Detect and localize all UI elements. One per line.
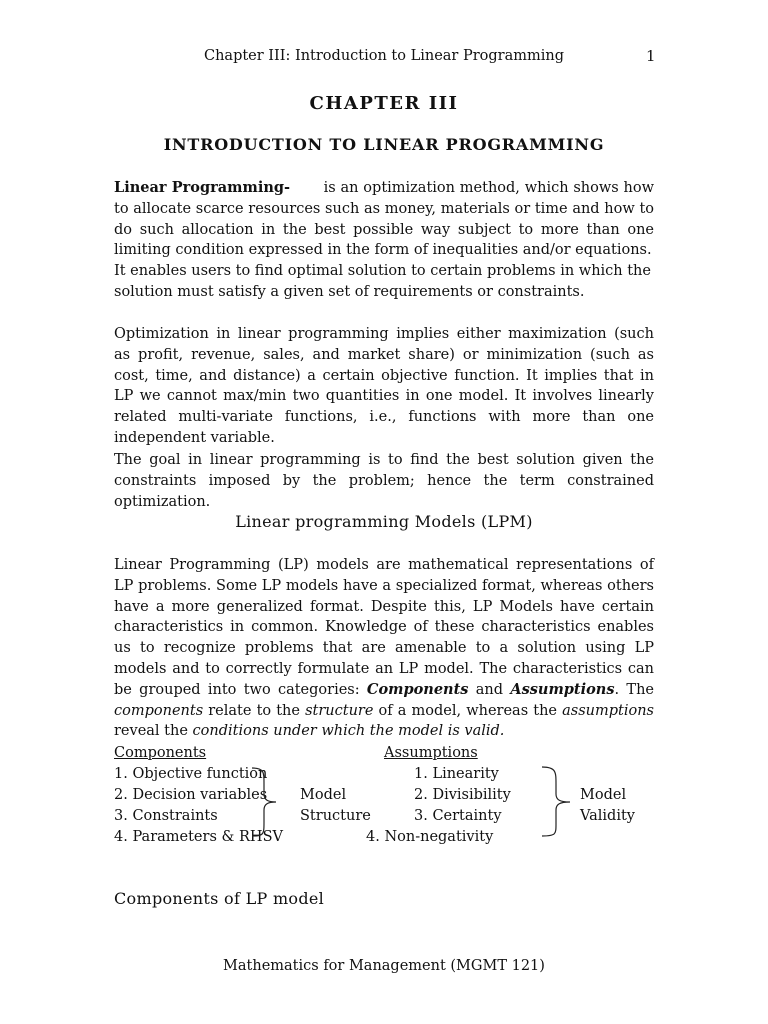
assumptions-header: Assumptions [384,745,478,761]
lead-term: Linear Programming- [114,179,291,196]
lpm-text-b: and [468,681,511,698]
component-item: 1. Objective function [114,766,268,782]
lpm-heading: Linear programming Models (LPM) [235,512,533,531]
lpm-text-d: relate to the [203,702,306,719]
running-header: Chapter III: Introduction to Linear Programming [204,48,564,64]
components-brace-icon [250,764,280,840]
page-footer: Mathematics for Management (MGMT 121) [223,958,545,974]
assumption-item: 1. Linearity [414,766,499,782]
intro-paragraph-goal [114,450,654,512]
model-structure-label: Model [300,787,347,803]
model-structure-label: Structure [300,808,371,824]
lpm-it-assumptions: assumptions [562,702,654,719]
assumption-item: 2. Divisibility [414,787,511,803]
components-heading: Components of LP model [114,889,325,908]
component-item: 2. Decision variables [114,787,268,803]
chapter-label: CHAPTER III [309,93,459,114]
lpm-em-assumptions: Assumptions [510,680,615,698]
intro-paragraph-optimization [114,324,654,449]
goal-text: The goal in linear programming is to find the best solution given the constraints imposed by the problem; hence the term constrained optimization. [114,452,654,510]
intro-text-2: It enables users to find optimal solution to certain problems in which the solution must satisfy a given set of requirements or constraints. [114,263,651,300]
lpm-text-c: . The [614,681,655,698]
intro-text-1: is an optimization method, which shows how to allocate scarce resources such as money, materials or time and how to do such allocation in the best possible way subject to more than one limiting condition expressed in the form of inequalities and/or equations. [114,180,654,259]
model-validity-label: Model [580,787,627,803]
model-validity-label: Validity [580,808,635,824]
lpm-text-e: of a model, whereas the [373,702,563,719]
assumption-item: 4. Non-negativity [366,829,494,845]
page-number: 1 [646,47,656,65]
component-item: 4. Parameters & RHSV [114,829,283,845]
chapter-title: INTRODUCTION TO LINEAR PROGRAMMING [163,135,605,154]
lpm-text-f: reveal the [114,723,193,740]
assumption-item: 3. Certainty [414,808,502,824]
component-item: 3. Constraints [114,808,218,824]
intro-paragraph-1 [114,178,654,303]
lpm-em-components: Components [366,680,469,698]
components-header: Components [114,745,207,761]
optimization-text: Optimization in linear programming implies either maximization (such as profit, revenue, sales, and market share) or minimization (such as cost, time, and distance) a certain objective function. It implies that in LP we cannot max/min two quantities in one model. It involves linearly related multi-variate functions, i.e., functions with more than one independent variable. [114,326,654,446]
lpm-paragraph [114,555,654,742]
lpm-it-conditions: conditions under which the model is valid. [192,723,505,740]
assumptions-brace-icon [540,764,576,840]
lpm-it-structure: structure [305,702,374,719]
lpm-text-a: Linear Programming (LP) models are mathematical representations of LP problems. Some LP models have a specialized format, whereas others have a more generalized format. Despite this, LP Models have certain characteristics in common. Knowledge of these characteristics enables us to recognize problems that are amenable to a solution using LP models and to correctly formulate an LP model. The characteristics can be grouped into two categories: [114,557,654,698]
lpm-it-components: components [114,702,204,719]
